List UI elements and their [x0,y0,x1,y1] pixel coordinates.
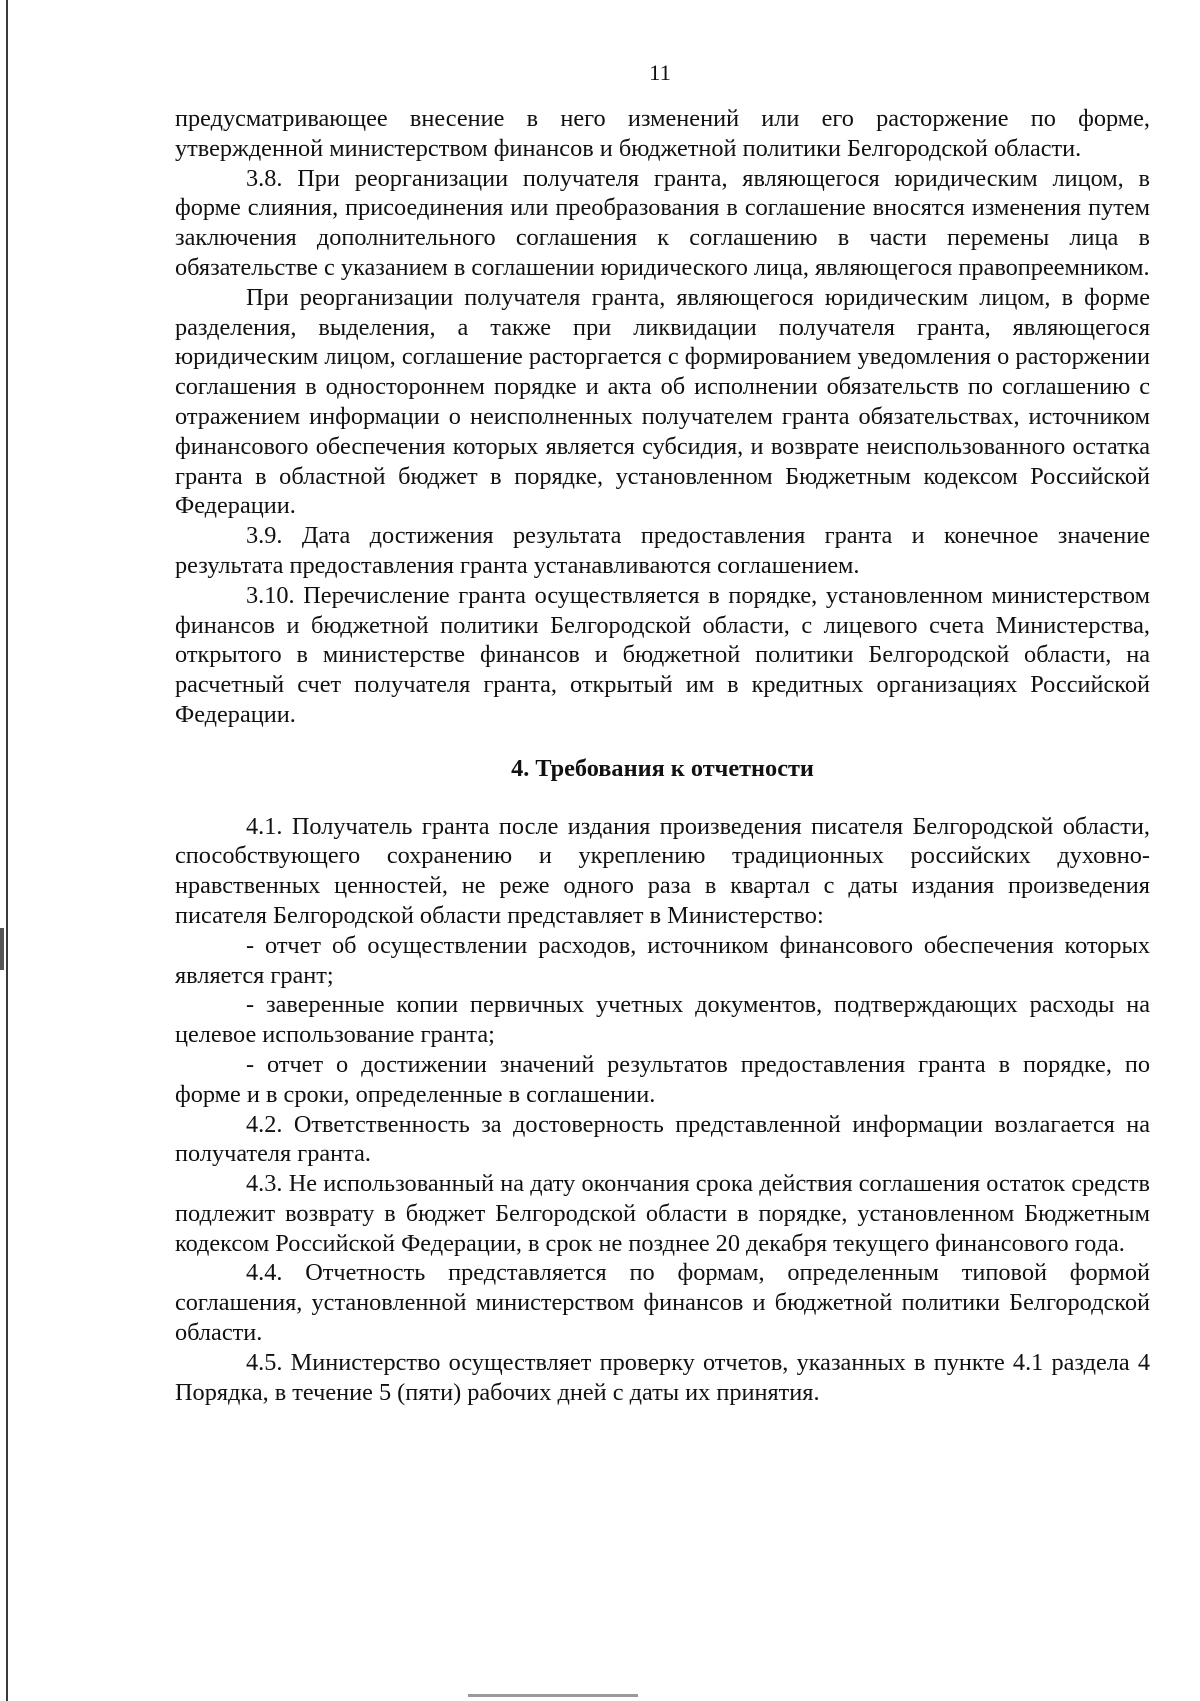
paragraph-4-5: 4.5. Министерство осуществляет проверку отчетов, указанных в пункте 4.1 раздела 4 Порядка, в течение 5 (пяти) рабочих дней с даты их принятия. [175,1348,1150,1406]
paragraph-3-8-reorganization: При реорганизации получателя гранта, являющегося юридическим лицом, в форме разделения, выделения, а также при ликвидации получателя гранта, являющегося юридическим лицом, соглашение расторгается с формированием уведомления о расторжении соглашения в одностороннем порядке и акта об исполнении обязательств по соглашению с отражением информации о неисполненных получателем гранта обязательствах, источником финансового обеспечения которых является субсидия, и возврате неиспользованного остатка гранта в областной бюджет в порядке, установленном Бюджетным кодексом Российской Федерации. [175,283,1150,520]
document-body [175,104,1150,1407]
paragraph-4-1: 4.1. Получатель гранта после издания произведения писателя Белгородской области, способствующего сохранению и укреплению традиционных российских духовно-нравственных ценностей, не реже одного раза в квартал с даты издания произведения писателя Белгородской области представляет в Министерство: [175,812,1150,929]
bottom-stamp-mark [468,1694,638,1697]
paragraph-4-2: 4.2. Ответственность за достоверность представленной информации возлагается на получателя гранта. [175,1110,1150,1168]
paragraph-3-9: 3.9. Дата достижения результата предоставления гранта и конечное значение результата предоставления гранта устанавливаются соглашением. [175,522,1150,579]
scan-left-edge [6,0,8,1701]
list-item-document-copies: - заверенные копии первичных учетных документов, подтверждающих расходы на целевое использование гранта; [175,991,1150,1049]
paragraph-continuation: предусматривающее внесение в него изменений или его расторжение по форме, утвержденной министерством финансов и бюджетной политики Белгородской области. [175,105,1150,162]
paragraph-3-8: 3.8. При реорганизации получателя гранта, являющегося юридическим лицом, в форме слияния, присоединения или преобразования в соглашение вносятся изменения путем заключения дополнительного соглашения к соглашению в части перемены лица в обязательстве с указанием в соглашении юридического лица, являющегося правопреемником. [175,164,1150,281]
list-item-expense-report: - отчет об осуществлении расходов, источником финансового обеспечения которых является грант; [175,931,1150,989]
paragraph-4-4: 4.4. Отчетность представляется по формам, определенным типовой формой соглашения, установленной министерством финансов и бюджетной политики Белгородской области. [175,1259,1150,1347]
list-item-results-report: - отчет о достижении значений результатов предоставления гранта в порядке, по форме и в сроки, определенные в соглашении. [175,1050,1150,1108]
scan-edge-mark [0,928,4,970]
paragraph-4-3: 4.3. Не использованный на дату окончания срока действия соглашения остаток средств подлежит возврату в бюджет Белгородской области в порядке, установленном Бюджетным кодексом Российской Федерации, в срок не позднее 20 декабря текущего финансового года. [175,1170,1150,1257]
page-number: 11 [649,60,671,85]
paragraph-3-10: 3.10. Перечисление гранта осуществляется в порядке, установленном министерством финансов и бюджетной политики Белгородской области, с лицевого счета Министерства, открытого в министерстве финансов и бюджетной политики Белгородской области, на расчетный счет получателя гранта, открытый им в кредитных организациях Российской Федерации. [175,581,1150,728]
section-4-heading: 4. Требования к отчетности [511,754,814,782]
